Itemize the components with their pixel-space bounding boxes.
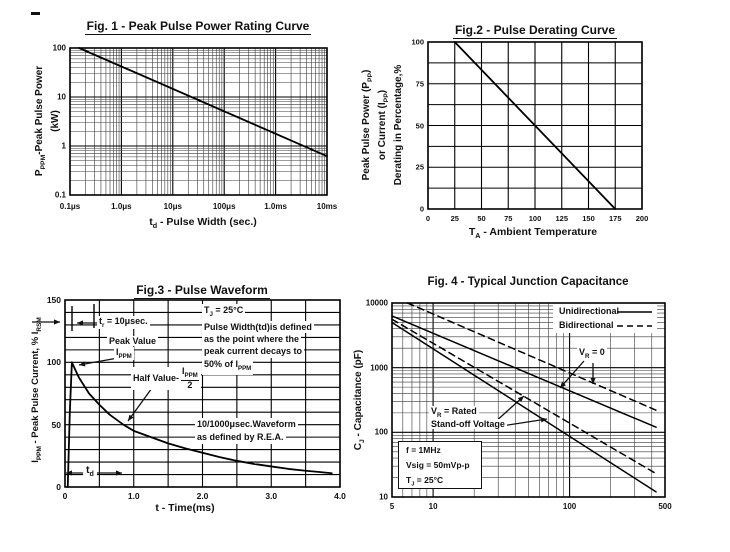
fig2-ytick-50: 50 xyxy=(415,120,424,130)
fig3-waveform-note: 10/1000μsec.Waveform as defined by R.E.A. xyxy=(197,419,296,442)
fig1-title: Fig. 1 - Peak Pulse Power Rating Curve xyxy=(86,19,310,33)
fig2-xtick-75: 75 xyxy=(504,214,513,223)
fig2-y-axis-label: Peak Pulse Power $(P_{PP})$ or Current $(I_{PP})$ Derating in Percentage,% xyxy=(361,64,404,186)
fig2-xtick-0: 0 xyxy=(425,214,431,223)
fig2-xtick-125: 125 xyxy=(555,214,569,223)
fig3-y-axis-label: $I_{PPM}$ - Peak Pulse Current, % $I_{RSM}$ xyxy=(30,317,43,463)
fig3-x-axis-label: t - Time(ms) xyxy=(155,502,215,514)
fig1-ytick-100: 100 xyxy=(52,43,66,53)
fig3-ytick-0: 0 xyxy=(56,481,61,492)
fig1-y-axis-label: $P_{PPM}$-Peak Pulse Power (kW) xyxy=(34,65,61,177)
fig1-peak-pulse-power-chart xyxy=(30,10,360,250)
fig2-ytick-0: 0 xyxy=(419,204,424,214)
fig2-x-axis-label: $T_A$ - Ambient Temperature xyxy=(468,226,598,241)
fig3-ytick-100: 100 xyxy=(46,357,61,368)
fig4-xtick-5: 5 xyxy=(389,502,395,511)
fig4-vr-rated-label-line2: Stand-off Voltage xyxy=(431,419,505,429)
fig4-ytick-10000: 10000 xyxy=(365,298,388,308)
fig3-ytick-50: 50 xyxy=(51,419,61,430)
fig2-ytick-25: 25 xyxy=(415,162,424,172)
fig3-xtick-1.0: 1.0 xyxy=(127,491,140,501)
fig1-xtick-10μs: 10μs xyxy=(163,202,182,211)
fig3-td-label: $t_d$ xyxy=(83,464,97,478)
fig4-test-conditions-box: f = 1MHz Vsig = 50mVp-p $T_J = 25^\circ C$ xyxy=(398,441,482,489)
fig4-ytick-1000: 1000 xyxy=(370,362,388,372)
fig4-vr-rated-label-line1: $V_R$ = Rated xyxy=(431,406,477,419)
fig2-xtick-50: 50 xyxy=(477,214,486,223)
fig3-title: Fig.3 - Pulse Waveform xyxy=(136,283,268,297)
fig4-legend-bidirectional-label: Bidirectional xyxy=(559,320,614,330)
fig1-xtick-0.1μs: 0.1μs xyxy=(59,202,81,211)
fig2-xtick-100: 100 xyxy=(528,214,542,223)
fig4-xtick-500: 500 xyxy=(658,502,672,511)
fig4-ytick-100: 100 xyxy=(374,427,388,437)
fig4-y-axis-label: $C_J$ - Capacitance (pF) xyxy=(353,349,366,451)
fig1-ytick-10: 10 xyxy=(57,92,66,102)
fig4-ytick-10: 10 xyxy=(379,492,388,502)
fig2-xtick-200: 200 xyxy=(635,214,649,223)
fig1-xtick-1.0μs: 1.0μs xyxy=(111,202,132,211)
fig4-title: Fig. 4 - Typical Junction Capacitance xyxy=(427,276,629,288)
fig1-xtick-10ms: 10ms xyxy=(316,202,338,211)
fig2-ytick-100: 100 xyxy=(411,37,424,47)
fig3-peak-value-label: Peak Value xyxy=(109,336,157,346)
fig3-peak-symbol-label: $I_{PPM}$ xyxy=(116,347,132,360)
fig3-ytick-150: 150 xyxy=(46,294,61,305)
fig3-xtick-2.0: 2.0 xyxy=(196,491,209,501)
fig1-x-axis-label: $t_d$ - Pulse Width (sec.) xyxy=(149,216,257,231)
fig3-pulse-waveform-chart xyxy=(25,275,365,537)
fig3-pulse-width-definition: $T_J = 25^\circ C$ Pulse Width(td)is defined as the point where the peak current decays to 50% of $I_{PPM}$ xyxy=(202,304,314,375)
fig1-ytick-1: 1 xyxy=(61,141,66,151)
fig4-xtick-10: 10 xyxy=(428,502,438,511)
fig1-xtick-1.0ms: 1.0ms xyxy=(264,202,287,211)
fig3-tj-condition: $T_J = 25^\circ C$ xyxy=(202,304,245,321)
fig3-half-value-label: Half Value- $\frac{I_{PPM}}{2}$ xyxy=(131,367,201,390)
fig4-legend-unidirectional-label: Unidirectional xyxy=(559,306,620,316)
fig4-vr0-label: $V_R = 0$ xyxy=(579,347,605,360)
fig3-xtick-4.0: 4.0 xyxy=(334,491,346,501)
fig2-ytick-75: 75 xyxy=(415,79,424,89)
fig3-xtick-3.0: 3.0 xyxy=(265,491,278,501)
fig1-ytick-0.1: 0.1 xyxy=(54,190,66,200)
fig2-xtick-25: 25 xyxy=(450,214,459,223)
fig2-title: Fig.2 - Pulse Derating Curve xyxy=(454,23,616,37)
fig4-xtick-100: 100 xyxy=(562,502,577,511)
fig3-rise-time-label: $t_r = 10\mu\sec$. xyxy=(99,316,148,329)
fig1-xtick-100μs: 100μs xyxy=(212,202,236,211)
fig2-xtick-150: 150 xyxy=(582,214,595,223)
fig2-xtick-175: 175 xyxy=(608,214,622,223)
fig3-xtick-0: 0 xyxy=(62,491,68,501)
